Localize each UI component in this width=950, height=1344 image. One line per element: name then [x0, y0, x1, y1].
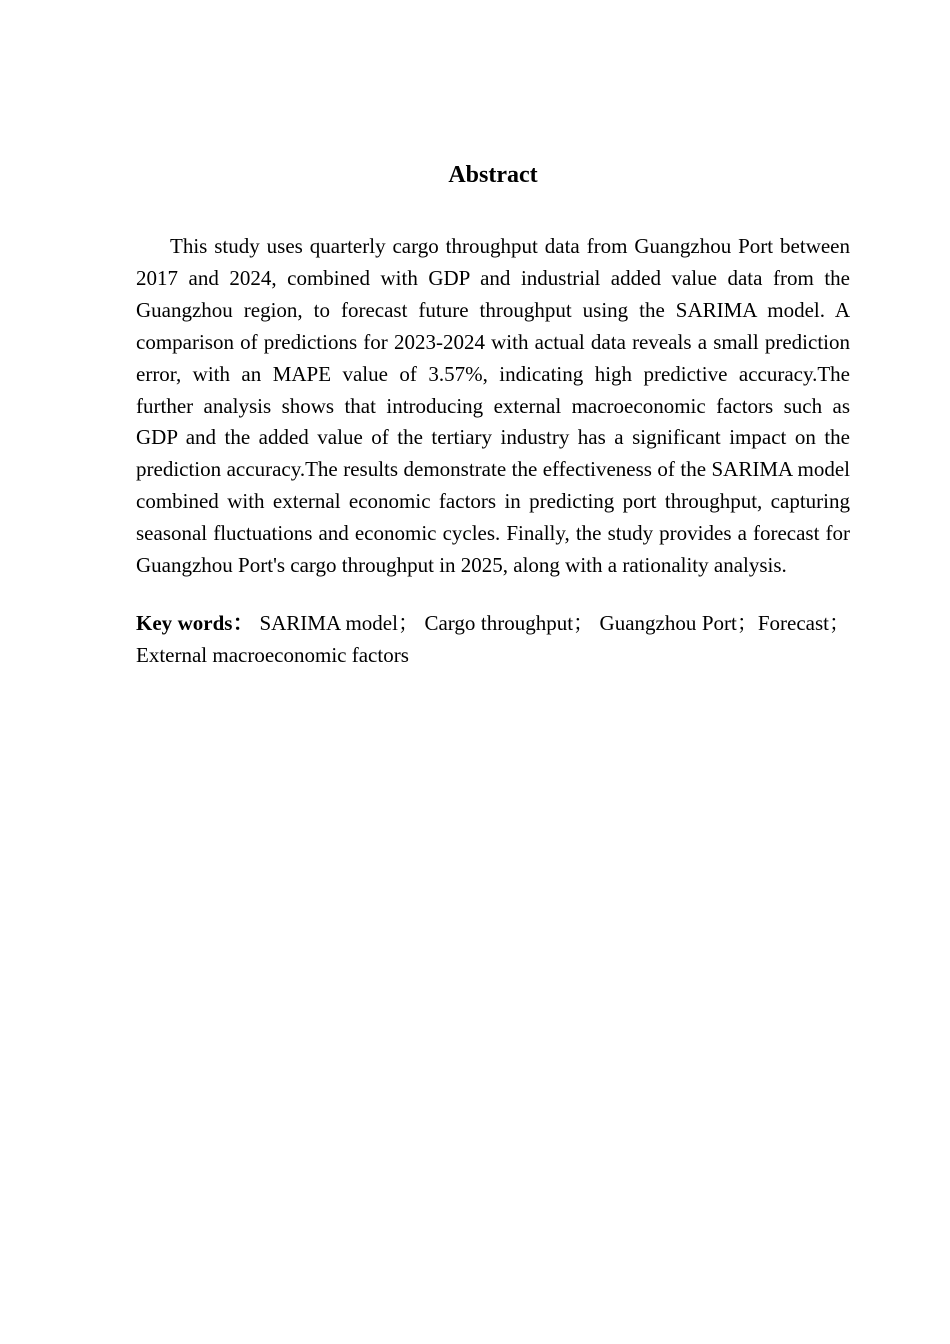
- keywords-text: SARIMA model； Cargo throughput； Guangzhou Port；Forecast；External macroeconomic factors: [136, 610, 850, 667]
- abstract-body: This study uses quarterly cargo throughput data from Guangzhou Port between 2017 and 2024, combined with GDP and industrial added value data from the Guangzhou region, to forecast future throughput using the SARIMA model. A comparison of predictions for 2023-2024 with actual data reveals a small prediction error, with an MAPE value of 3.57%, indicating high predictive accuracy.The further analysis shows that introducing external macroeconomic factors such as GDP and the added value of the tertiary industry has a significant impact on the prediction accuracy.The results demonstrate the effectiveness of the SARIMA model combined with external economic factors in predicting port throughput, capturing seasonal fluctuations and economic cycles. Finally, the study provides a forecast for Guangzhou Port's cargo throughput in 2025, along with a rationality analysis.: [136, 234, 850, 578]
- keywords-label: Key words：: [136, 610, 254, 635]
- abstract-page: [136, 158, 850, 671]
- abstract-title: Abstract: [448, 162, 538, 188]
- keywords-line: [136, 607, 850, 671]
